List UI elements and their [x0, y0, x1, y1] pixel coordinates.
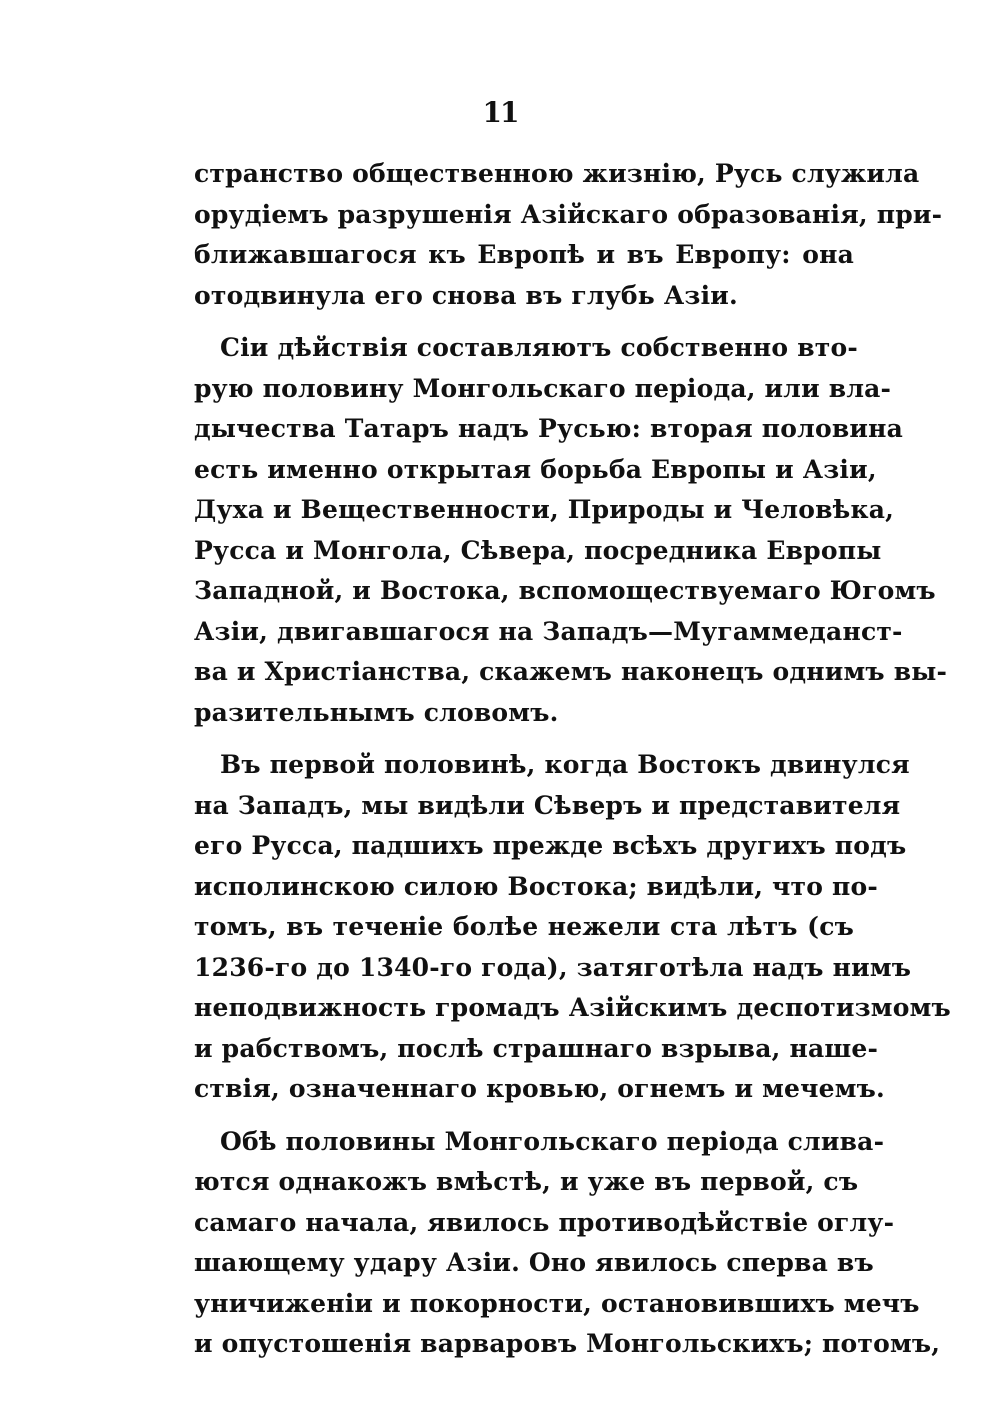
- text-line: Западной, и Востока, вспомоществуемаго Югомъ: [194, 576, 936, 605]
- text-line: ва и Христіанства, скажемъ наконецъ однимъ вы-: [194, 657, 948, 686]
- text-line: Русса и Монгола, Сѣвера, посредника Европы: [194, 535, 882, 565]
- body-text: [194, 154, 951, 1365]
- page-number: 11: [482, 96, 518, 129]
- text-line: дычества Татаръ надъ Русью: вторая половина: [194, 414, 904, 443]
- text-line: разительнымъ словомъ.: [194, 697, 559, 727]
- text-line: исполинскою силою Востока; видѣли, что по-: [194, 871, 878, 901]
- text-line: странство общественною жизнію, Русь служила: [194, 159, 920, 188]
- text-line: самаго начала, явилось противодѣйствіе оглу-: [194, 1207, 895, 1237]
- text-line: томъ, въ теченіе болѣе нежели ста лѣтъ (съ: [194, 912, 854, 941]
- paragraph-4: [194, 1122, 941, 1365]
- text-line: уничиженіи и покорности, остановившихъ мечъ: [194, 1288, 920, 1318]
- text-line: ствія, означеннаго кровью, огнемъ и мечемъ.: [194, 1074, 885, 1103]
- text-line: ются однакожъ вмѣстѣ, и уже въ первой, съ: [194, 1167, 859, 1196]
- text-line: ближавшагося къ Европѣ и въ Европу: она: [194, 240, 854, 269]
- text-line: его Русса, падшихъ прежде всѣхъ другихъ подъ: [194, 831, 907, 860]
- text-line: на Западъ, мы видѣли Сѣверъ и представителя: [194, 790, 901, 820]
- text-line: Сіи дѣйствія составляютъ собственно вто-: [220, 333, 858, 362]
- text-line: Въ первой половинѣ, когда Востокъ двинулся: [220, 750, 910, 779]
- text-line: Азіи, двигавшагося на Западъ—Мугаммеданст-: [194, 616, 903, 646]
- text-line: и опустошенія варваровъ Монгольскихъ; потомъ,: [194, 1329, 941, 1358]
- paragraph-1: [194, 154, 943, 316]
- text-line: 1236-го до 1340-го года), затяготѣла надъ нимъ: [194, 952, 912, 982]
- text-line: орудіемъ разрушенія Азійскаго образованія, при-: [194, 199, 943, 229]
- text-line: рую половину Монгольскаго періода, или вла-: [194, 373, 892, 403]
- text-line: Духа и Вещественности, Природы и Человѣка,: [194, 495, 895, 524]
- text-line: отодвинула его снова въ глубь Азіи.: [194, 280, 738, 310]
- paragraph-3: [194, 745, 951, 1110]
- text-line: шающему удару Азіи. Оно явилось сперва въ: [194, 1248, 874, 1277]
- text-line: есть именно открытая борьба Европы и Азіи,: [194, 454, 877, 484]
- text-line: неподвижность громадъ Азійскимъ деспотизмомъ: [194, 993, 951, 1022]
- text-line: Обѣ половины Монгольскаго періода слива-: [220, 1126, 885, 1156]
- paragraph-2: [194, 328, 948, 733]
- text-line: и рабствомъ, послѣ страшнаго взрыва, наше-: [194, 1033, 879, 1063]
